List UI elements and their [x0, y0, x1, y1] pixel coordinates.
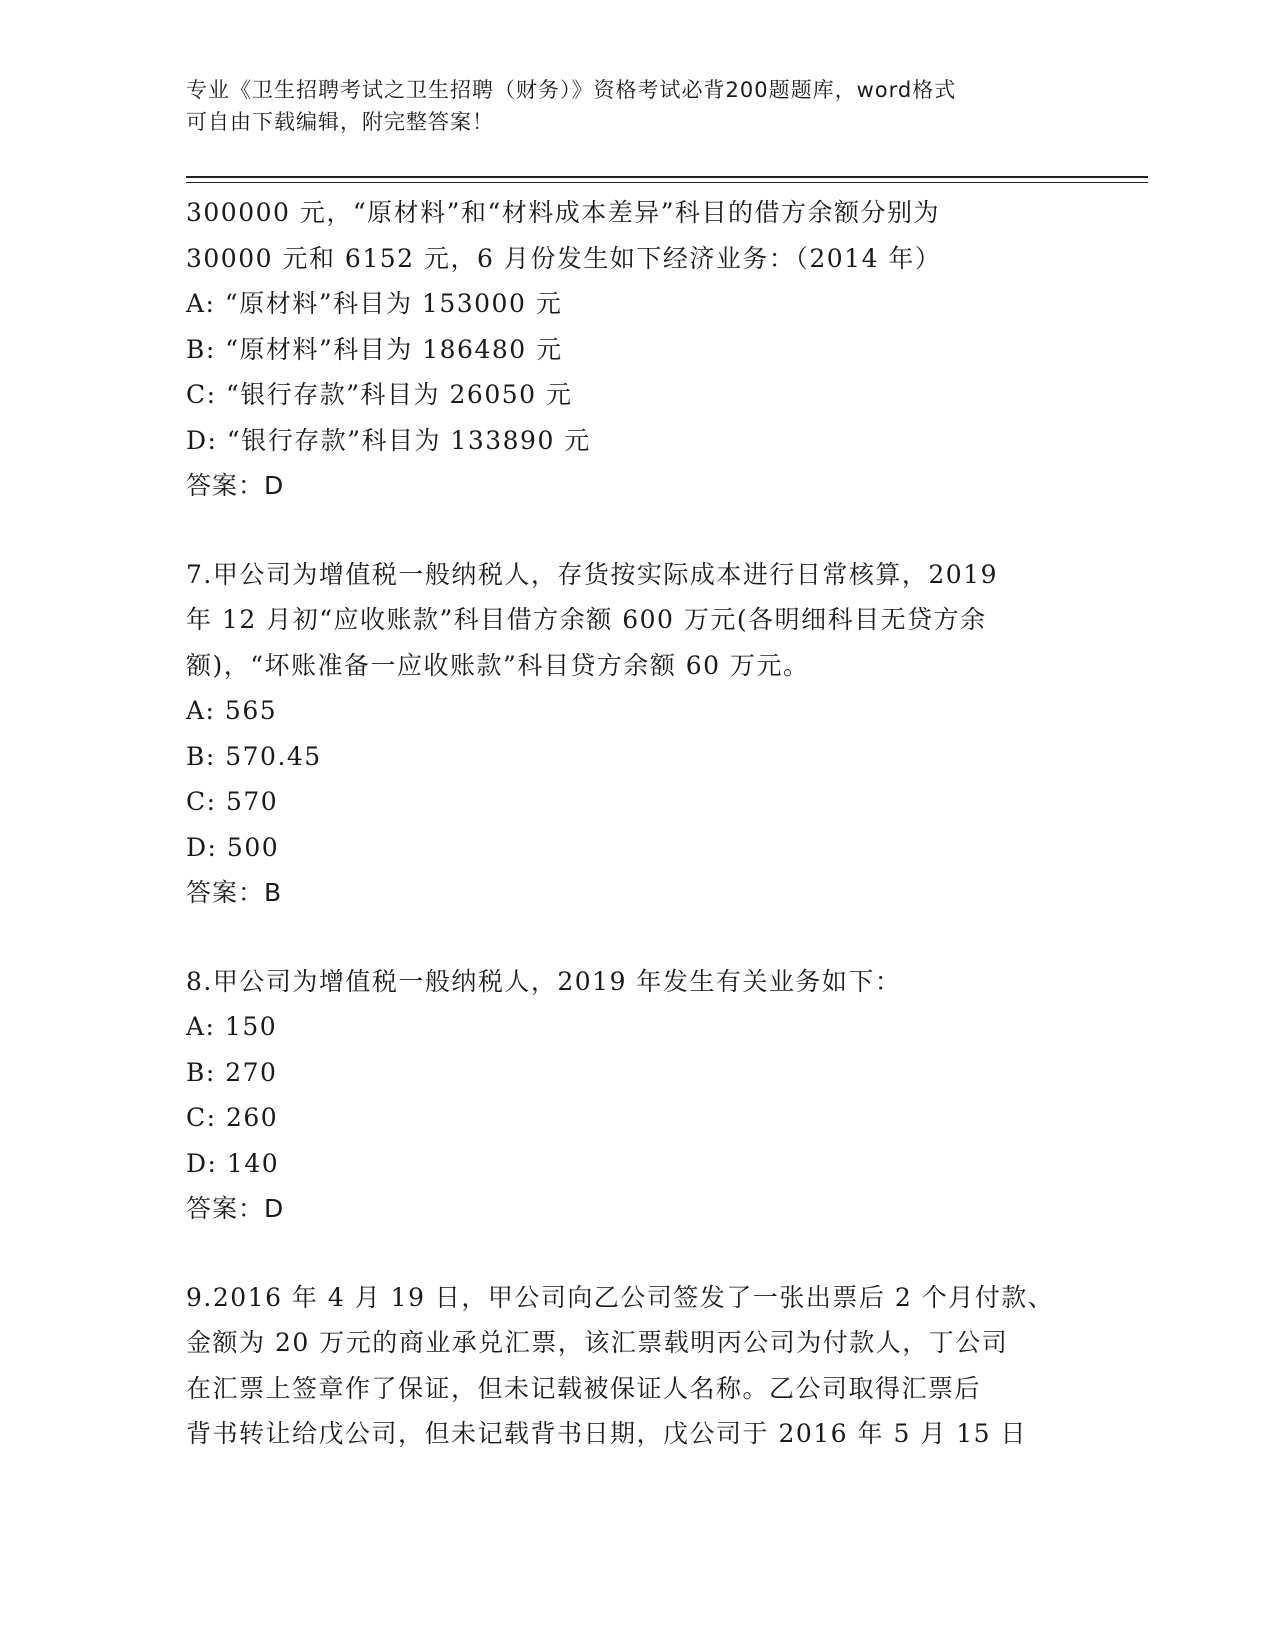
question-list [186, 190, 1086, 1457]
answer: 答案：D [186, 1194, 285, 1223]
question-text-line: 在汇票上签章作了保证，但未记载被保证人名称。乙公司取得汇票后 [186, 1373, 982, 1403]
question-text-line: 背书转让给戊公司，但未记载背书日期，戊公司于 2016 年 5 月 15 日 [186, 1419, 1028, 1448]
question-6 [186, 190, 1086, 509]
question-text-line: 9.2016 年 4 月 19 日，甲公司向乙公司签发了一张出票后 2 个月付款、 [186, 1282, 1055, 1312]
option-b: B: 570.45 [186, 741, 322, 771]
question-8 [186, 959, 1086, 1232]
question-text-line: 300000 元，“原材料”和“材料成本差异”科目的借方余额分别为 [186, 198, 941, 227]
question-text-line: 8.甲公司为增值税一般纳税人，2019 年发生有关业务如下： [186, 966, 902, 996]
option-c: C: “银行存款”科目为 26050 元 [186, 380, 573, 409]
question-text-line: 金额为 20 万元的商业承兑汇票，该汇票载明丙公司为付款人，丁公司 [186, 1328, 1009, 1357]
header-divider-thin [186, 182, 1148, 183]
option-a: A: 565 [186, 696, 278, 725]
header-divider-thick [186, 176, 1148, 178]
option-c: C: 570 [186, 787, 279, 816]
option-d: D: 140 [186, 1148, 280, 1178]
header-line-2: 可自由下载编辑，附完整答案！ [186, 110, 494, 134]
option-c: C: 260 [186, 1103, 279, 1132]
option-a: A: “原材料”科目为 153000 元 [186, 289, 563, 318]
question-text-line: 30000 元和 6152 元，6 月份发生如下经济业务：（2014 年） [186, 243, 942, 273]
header-line-1: 专业《卫生招聘考试之卫生招聘（财务）》资格考试必背200题题库，word格式 [186, 78, 957, 102]
question-text-line: 年 12 月初“应收账款”科目借方余额 600 万元(各明细科目无贷方余 [186, 605, 987, 634]
spacer [186, 916, 1086, 959]
question-text-line: 额)，“坏账准备一应收账款”科目贷方余额 60 万元。 [186, 650, 810, 680]
option-a: A: 150 [186, 1012, 278, 1041]
spacer [186, 509, 1086, 552]
document-header [186, 74, 1086, 138]
option-b: B: 270 [186, 1057, 278, 1087]
spacer [186, 1232, 1086, 1275]
option-b: B: “原材料”科目为 186480 元 [186, 334, 563, 364]
answer: 答案：B [186, 878, 283, 907]
question-9 [186, 1275, 1086, 1457]
answer: 答案：D [186, 471, 285, 500]
question-text-line: 7.甲公司为增值税一般纳税人，存货按实际成本进行日常核算，2019 [186, 559, 998, 589]
question-7 [186, 552, 1086, 916]
option-d: D: 500 [186, 832, 280, 862]
option-d: D: “银行存款”科目为 133890 元 [186, 425, 591, 455]
